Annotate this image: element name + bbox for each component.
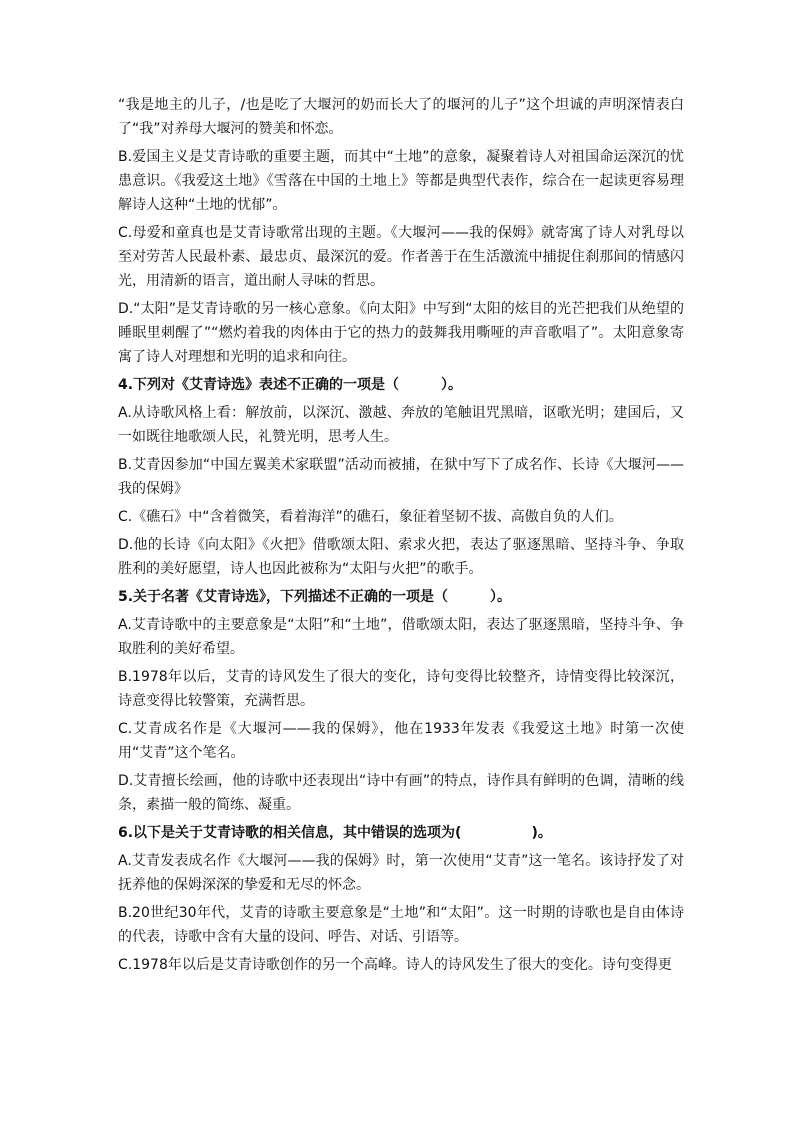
question-6: 6.以下是关于艾青诗歌的相关信息，其中错误的选项为( )。: [118, 825, 552, 841]
document-page: [118, 93, 684, 981]
option-b-q6: B.20世纪30年代，艾青的诗歌主要意象是“土地”和“太阳”。这一时期的诗歌也是自由体诗的代表，诗歌中含有大量的设问、呼告、对话、引语等。: [118, 905, 684, 945]
option-d-q4: D.他的长诗《向太阳》《火把》借歌颂太阳、索求火把，表达了驱逐黑暗、坚持斗争、争取胜利的美好愿望，诗人也因此被称为“太阳与火把”的歌手。: [118, 537, 684, 577]
question-5: 5.关于名著《艾青诗选》，下列描述不正确的一项是（ ）。: [118, 589, 512, 605]
option-b-q4: B.艾青因参加“中国左翼美术家联盟”活动而被捕，在狱中写下了成名作、长诗《大堰河——我的保姆》: [118, 457, 684, 497]
option-a-q6: A.艾青发表成名作《大堰河——我的保姆》时，第一次使用“艾青”这一笔名。该诗抒发了对抚养他的保姆深深的挚爱和无尽的怀念。: [118, 853, 684, 893]
option-d-q5: D.艾青擅长绘画，他的诗歌中还表现出“诗中有画”的特点，诗作具有鲜明的色调，清晰的线条，素描一般的简练、凝重。: [118, 773, 684, 813]
option-c-q5: C.艾青成名作是《大堰河——我的保姆》，他在1933年发表《我爱这土地》时第一次使用“艾青”这个笔名。: [118, 721, 684, 761]
option-b-q3: B.爱国主义是艾青诗歌的重要主题，而其中“土地”的意象，凝聚着诗人对祖国命运深沉的忧患意识。《我爱这土地》《雪落在中国的土地上》等都是典型代表作，综合在一起读更容易理解诗人这种“土地的忧郁”。: [118, 149, 684, 213]
option-c-q3: C.母爱和童真也是艾青诗歌常出现的主题。《大堰河——我的保姆》就寄寓了诗人对乳母以至对劳苦人民最朴素、最忠贞、最深沉的爱。作者善于在生活激流中捕捉住刹那间的情感闪光，用清新的语言，道出耐人寻味的哲思。: [118, 225, 684, 289]
option-a-q4: A.从诗歌风格上看：解放前，以深沉、激越、奔放的笔触诅咒黑暗，讴歌光明；建国后，又一如既往地歌颂人民，礼赞光明，思考人生。: [118, 405, 684, 445]
option-a-q5: A.艾青诗歌中的主要意象是“太阳”和“土地”，借歌颂太阳，表达了驱逐黑暗，坚持斗争、争取胜利的美好希望。: [118, 617, 684, 657]
question-4: 4.下列对《艾青诗选》表述不正确的一项是（ ）。: [118, 377, 463, 393]
option-d-q3: D.“太阳”是艾青诗歌的另一核心意象。《向太阳》中写到“太阳的炫目的光芒把我们从绝望的睡眠里刺醒了”“燃灼着我的肉体由于它的热力的鼓舞我用嘶哑的声音歌唱了”。太阳意象寄寓了诗人对理想和光明的追求和向往。: [118, 301, 684, 365]
option-b-q5: B.1978年以后，艾青的诗风发生了很大的变化，诗句变得比较整齐，诗情变得比较深沉，诗意变得比较警策，充满哲思。: [118, 669, 684, 709]
paragraph-1: “我是地主的儿子，/也是吃了大堰河的奶而长大了的堰河的儿子”这个坦诚的声明深情表白了“我”对养母大堰河的赞美和怀恋。: [118, 97, 684, 137]
option-c-q6: C.1978年以后是艾青诗歌创作的另一个高峰。诗人的诗风发生了很大的变化。诗句变得更: [118, 957, 672, 973]
option-c-q4: C.《礁石》中“含着微笑，看着海洋”的礁石，象征着坚韧不拔、高傲自负的人们。: [118, 509, 623, 525]
